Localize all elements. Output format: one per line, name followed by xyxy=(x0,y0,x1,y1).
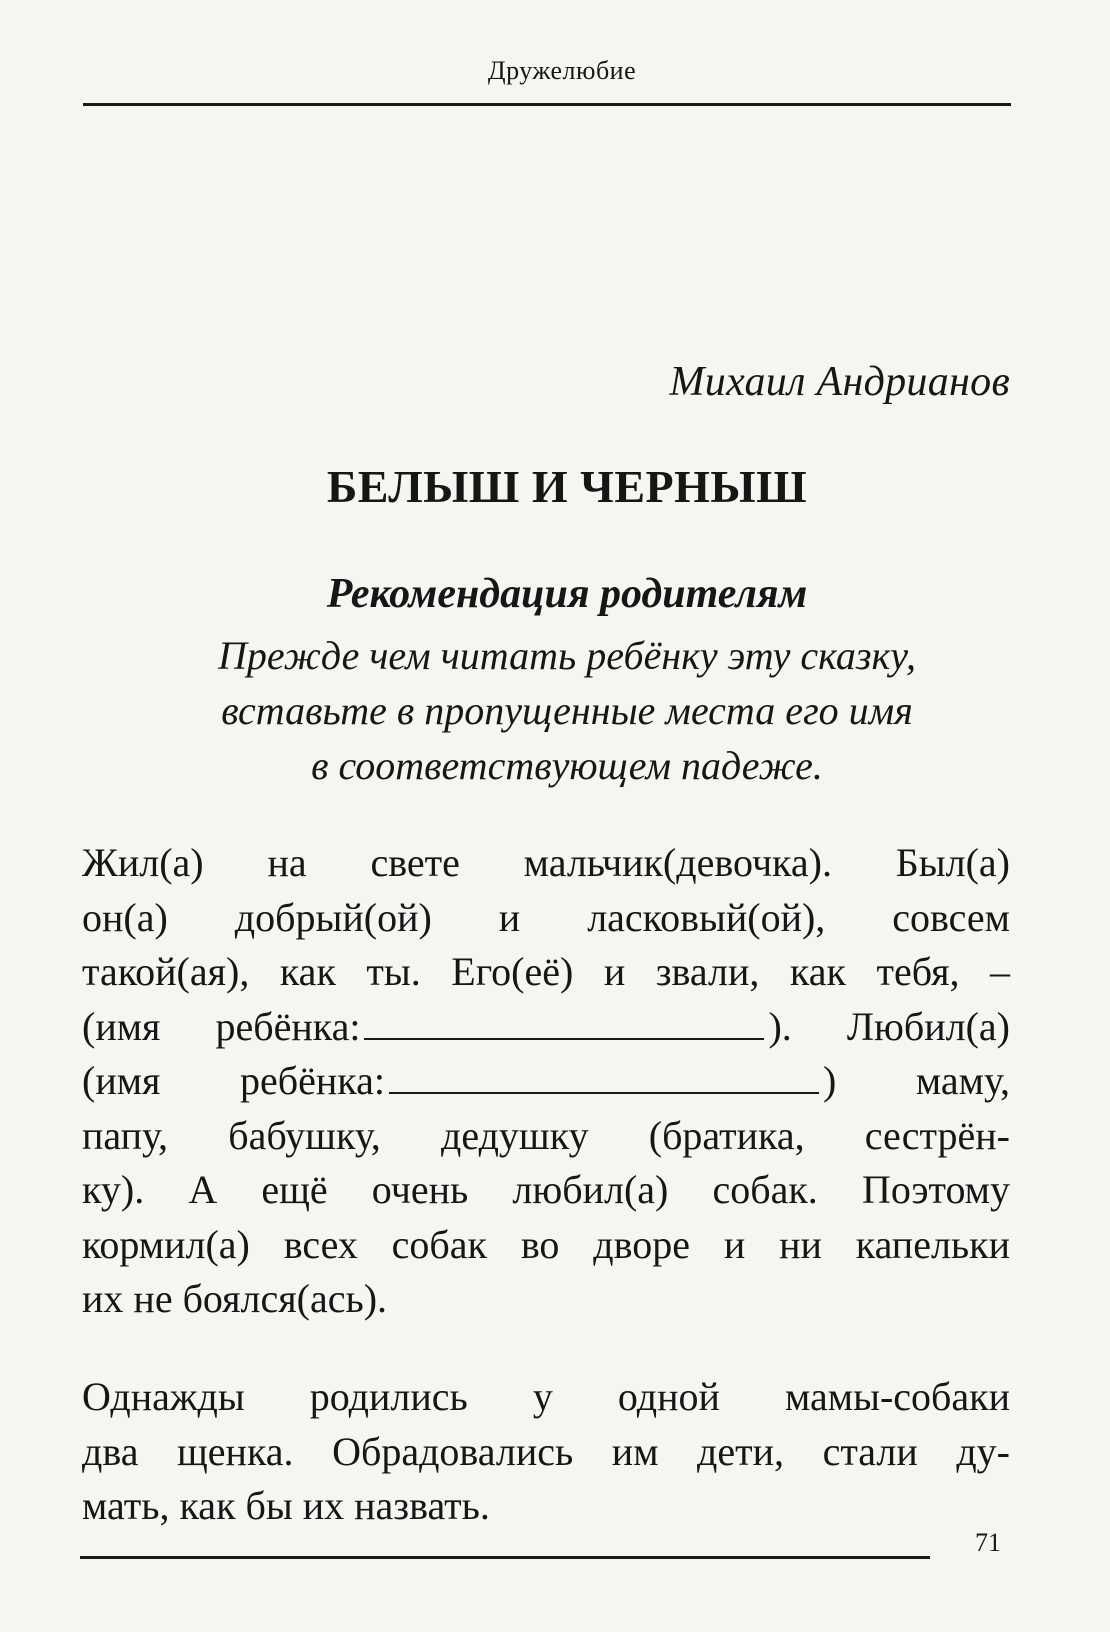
child-name-blank xyxy=(364,1004,764,1040)
story-paragraph-2 xyxy=(82,1370,1010,1534)
paragraph-line: он(а) добрый(ой) и ласковый(ой), совсем xyxy=(82,894,1010,940)
paragraph-line: кормил(а) всех собак во дворе и ни капельки xyxy=(82,1221,1010,1267)
child-name-blank xyxy=(389,1058,819,1094)
paragraph-line-tail: ) маму, xyxy=(822,1058,1010,1103)
paragraph-line: папу, бабушку, дедушку (братика, сестрён- xyxy=(82,1112,1010,1158)
author-name: Михаил Андрианов xyxy=(669,359,1010,405)
running-head: Дружелюбие xyxy=(487,56,637,85)
paragraph-line: Однажды родились у одной мамы-собаки xyxy=(82,1374,1010,1419)
paragraph-line: Жил(а) на свете мальчик(девочка). Был(а) xyxy=(82,840,1010,885)
recommendation-heading: Рекомендация родителям xyxy=(326,571,808,617)
paragraph-line-tail: ). Любил(а) xyxy=(768,1003,1010,1049)
paragraph-line xyxy=(82,1054,1010,1109)
child-name-prompt: (имя ребёнка: xyxy=(82,1058,385,1103)
header-rule xyxy=(83,103,1011,106)
paragraph-line: такой(ая), как ты. Его(её) и звали, как тебя, – xyxy=(82,949,1010,994)
story-paragraph-1 xyxy=(82,836,1010,1327)
paragraph-line: ку). А ещё очень любил(а) собак. Поэтому xyxy=(82,1167,1010,1212)
paragraph-line: мать, как бы их назвать. xyxy=(82,1483,490,1528)
recommendation-line: Прежде чем читать ребёнку эту сказку, xyxy=(218,633,916,678)
paragraph-line: их не боялся(ась). xyxy=(82,1276,388,1321)
page-number: 71 xyxy=(975,1528,1001,1557)
recommendation-line: вставьте в пропущенные места его имя xyxy=(221,688,913,733)
recommendation-text xyxy=(0,628,1110,793)
footer-rule xyxy=(80,1556,930,1559)
story-title: БЕЛЫШ И ЧЕРНЫШ xyxy=(326,461,808,512)
paragraph-line: два щенка. Обрадовались им дети, стали ду- xyxy=(82,1428,1010,1474)
paragraph-line xyxy=(82,1000,1010,1055)
child-name-prompt: (имя ребёнка: xyxy=(82,1003,361,1049)
recommendation-line: в соответствующем падеже. xyxy=(311,743,823,788)
